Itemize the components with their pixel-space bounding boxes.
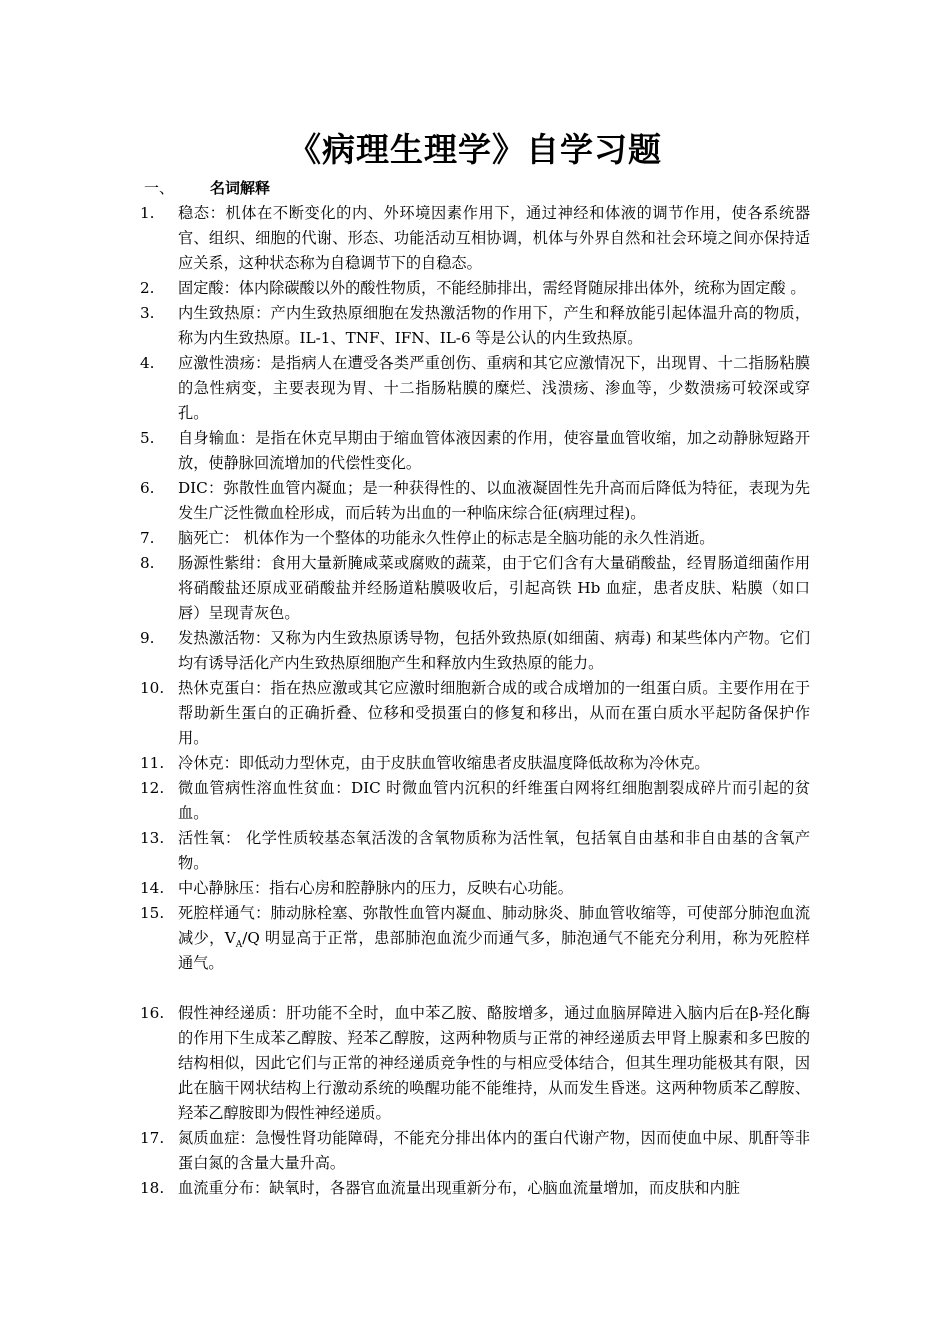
item-number: 17. [140,1129,165,1147]
definition-list [140,201,810,1201]
item-body [178,426,810,476]
item-subscript: A [235,940,243,951]
item-body [178,526,810,551]
item-number: 18. [140,1179,165,1197]
item-term: 死腔样通气： [178,904,271,922]
item-text: 急慢性肾功能障碍，不能充分排出体内的蛋白代谢产物，因而使血中尿、肌酐等非蛋白氮的含量大量升高。 [178,1129,811,1172]
item-body [178,876,810,901]
item-term: 氮质血症： [178,1129,256,1147]
item-number: 4. [140,354,155,372]
item-term: 假性神经递质： [178,1004,287,1022]
definition-item [140,526,810,551]
item-term: 中心静脉压： [178,879,270,897]
item-term: DIC： [178,479,224,497]
item-text: 弥散性血管内凝血；是一种获得性的、以血液凝固性先升高而后降低为特征，表现为先发生广泛性微血栓形成，而后转为出血的一种临床综合征(病理过程)。 [178,479,811,522]
item-text: 是指在休克早期由于缩血管体液因素的作用，使容量血管收缩，加之动静脉短路开放，使静脉回流增加的代偿性变化。 [178,429,811,472]
definition-item [140,676,810,751]
item-term: 脑死亡： [178,529,239,547]
item-body [178,276,810,301]
section-title: 名词解释 [210,179,271,197]
section-number: 一、 [144,179,175,197]
item-text: 是指病人在遭受各类严重创伤、重病和其它应激情况下，出现胃、十二指肠粘膜的急性病变，主要表现为胃、十二指肠粘膜的糜烂、浅溃疡、渗血等，少数溃疡可较深或穿孔。 [178,354,811,422]
definition-item [140,1126,810,1176]
item-text: 肝功能不全时，血中苯乙胺、酪胺增多，通过血脑屏障进入脑内后在β-羟化酶的作用下生成苯乙醇胺、羟苯乙醇胺，这两种物质与正常的神经递质去甲肾上腺素和多巴胺的结构相似，因此它们与正常的神经递质竞争性的与相应受体结合，但其生理功能极其有限，因此在脑干网状结构上行激动系统的唤醒功能不能维持，从而发生昏迷。这两种物质苯乙醇胺、羟苯乙醇胺即为假性神经递质。 [178,1004,810,1122]
definition-item [140,776,810,826]
item-term: 固定酸： [178,279,239,297]
item-term: 肠源性紫绀： [178,554,271,572]
item-number: 15. [140,904,165,922]
definition-item [140,626,810,676]
item-text: DIC 时微血管内沉积的纤维蛋白网将红细胞割裂成碎片而引起的贫血。 [178,779,811,822]
item-term: 微血管病性溶血性贫血： [178,779,351,797]
item-term: 自身输血： [178,429,256,447]
item-text: 指右心房和腔静脉内的压力，反映右心功能。 [269,879,573,897]
item-number: 8. [140,554,155,572]
definition-item [140,476,810,526]
item-term: 稳态： [178,204,226,222]
definition-item [140,751,810,776]
item-body [178,626,810,676]
item-body [178,901,810,976]
definition-item [140,201,810,276]
item-number: 10. [140,679,165,697]
item-number: 2. [140,279,155,297]
item-number: 16. [140,1004,165,1022]
item-number: 6. [140,479,155,497]
item-body [178,826,810,876]
item-body [178,676,810,751]
item-body [178,301,810,351]
item-number: 1. [140,204,155,222]
item-text: 即低动力型休克，由于皮肤血管收缩患者皮肤温度降低故称为冷休克。 [238,754,710,772]
item-text: 又称为内生致热原诱导物，包括外致热原(如细菌、病毒) 和某些体内产物。它们均有诱导活化产内生致热原细胞产生和释放内生致热原的能力。 [178,629,811,672]
item-term: 发热激活物： [178,629,271,647]
definition-item [140,826,810,876]
item-text: 产内生致热原细胞在发热激活物的作用下，产生和释放能引起体温升高的物质，称为内生致热原。IL-1、TNF、IFN、IL-6 等是公认的内生致热原。 [178,304,811,347]
item-text-before: 肺动脉栓塞、弥散性血管内凝血、肺动脉炎、肺血管收缩等，可使部分肺泡血流减少，V [178,904,811,947]
item-body [178,1176,810,1201]
item-number: 14. [140,879,165,897]
item-body [178,776,810,826]
item-body [178,1126,810,1176]
document-title: 《病理生理学》自学习题 [288,130,662,169]
item-term: 热休克蛋白： [178,679,271,697]
definition-item [140,1001,810,1126]
item-text: 体内除碳酸以外的酸性物质，不能经肺排出，需经肾随尿排出体外，统称为固定酸 。 [238,279,806,297]
item-body [178,751,810,776]
item-text: 缺氧时，各器官血流量出现重新分布，心脑血流量增加，而皮肤和内脏 [269,1179,740,1197]
item-text: 指在热应激或其它应激时细胞新合成的或合成增加的一组蛋白质。主要作用在于帮助新生蛋白的正确折叠、位移和受损蛋白的修复和移出，从而在蛋白质水平起防备保护作用。 [178,679,811,747]
item-term: 血流重分布： [178,1179,270,1197]
item-term: 应激性溃疡： [178,354,271,372]
item-number: 13. [140,829,165,847]
item-body [178,351,810,426]
item-text: 化学性质较基态氧活泼的含氧物质称为活性氧，包括氧自由基和非自由基的含氧产物。 [178,829,811,872]
item-number: 11. [140,754,165,772]
section-heading [144,178,270,198]
definition-item [140,426,810,476]
item-number: 12. [140,779,165,797]
definition-item [140,1176,810,1201]
item-body [178,1001,810,1126]
item-number: 5. [140,429,155,447]
definition-item [140,301,810,351]
item-text: 机体在不断变化的内、外环境因素作用下，通过神经和体液的调节作用，使各系统器官、组织、细胞的代谢、形态、功能活动互相协调，机体与外界自然和社会环境之间亦保持适应关系，这种状态称为自稳调节下的自稳态。 [178,204,811,272]
item-text: 机体作为一个整体的功能永久性停止的标志是全脑功能的永久性消逝。 [238,529,715,547]
definition-item [140,551,810,626]
item-number: 3. [140,304,155,322]
definition-item [140,901,810,976]
item-number: 7. [140,529,155,547]
item-body [178,551,810,626]
item-number: 9. [140,629,155,647]
item-body [178,476,810,526]
item-term: 活性氧： [178,829,241,847]
item-term: 内生致热原： [178,304,271,322]
definition-item [140,876,810,901]
item-text: 食用大量新腌咸菜或腐败的蔬菜，由于它们含有大量硝酸盐，经胃肠道细菌作用将硝酸盐还原成亚硝酸盐并经肠道粘膜吸收后，引起高铁 Hb 血症，患者皮肤、粘膜（如口唇）呈现青灰色。 [178,554,811,622]
definition-item [140,351,810,426]
item-text-after: /Q 明显高于正常，患部肺泡血流少而通气多，肺泡通气不能充分利用，称为死腔样通气。 [178,929,810,972]
item-term: 冷休克： [178,754,239,772]
item-body [178,201,810,276]
definition-item [140,276,810,301]
